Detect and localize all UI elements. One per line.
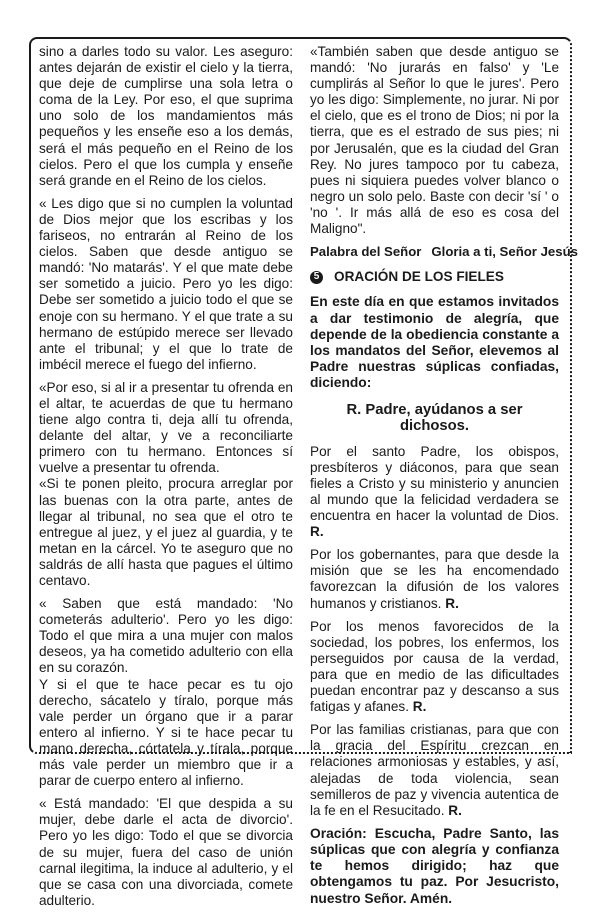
intention-item: Por las familias cristianas, para que con la gracia del Espíritu crezcan en relaciones armoniosas y estables, y así, alejadas de toda violencia, sean semilleros de paz y vivencia autentica de la fe en el Resucitado. R. — [310, 722, 559, 818]
intention-item: Por los menos favorecidos de la sociedad, los pobres, los enfermos, los perseguidos por causa de la verdad, para que en medio de las dificultades puedan encontrar paz y descanso a sus fatigas y afanes. R. — [310, 618, 559, 715]
left-column — [39, 44, 293, 916]
gospel-paragraph: «Si te ponen pleito, procura arreglar por las buenas con la otra parte, antes de llegar al tribunal, no sea que el otro te entregue al juez, y el juez al guardia, y te metan en la cárcel. Yo te aseguro que no saldrás de allí hasta que pagues el último centavo. — [39, 476, 293, 588]
gospel-paragraph: sino a darles todo su valor. Les aseguro: antes dejarán de existir el cielo y la tierra, que deje de cumplirse una sola letra o coma de la Ley. Por eso, el que suprima uno solo de los mandamientos más pequeños y les enseñe eso a los demás, será el más pequeño en el Reino de los cielos. Pero el que los cumpla y enseñe será grande en el Reino de los cielos. — [39, 44, 293, 188]
gospel-paragraph: «Por eso, si al ir a presentar tu ofrenda en el altar, te acuerdas de que tu hermano tiene algo contra ti, deja allí tu ofrenda, delante del altar, y ve a reconciliarte primero con tu hermano. Entonces sí vuelve a presentar tu ofrenda. — [39, 379, 293, 476]
prayers-intro: En este día en que estamos invitados a dar testimonio de alegría, que depende de la obediencia constante a los mandatos del Señor, elevemos al Padre nuestras súplicas confiadas, diciendo: — [310, 294, 559, 391]
gospel-paragraph: « Les digo que si no cumplen la voluntad de Dios mejor que los escribas y los fariseos, no entrarán al Reino de los cielos. Saben que desde antiguo se mandó: 'No matarás'. Y el que mate debe ser sometido a juicio. Pero yo les digo: Debe ser sometido a juicio todo el que se enoje con su hermano. Y el que trate a su hermano de estúpido merece ser llevado ante el tribunal; y el que lo trate de imbécil merece el fuego del infierno. — [39, 195, 293, 372]
response-mark: R. — [448, 802, 462, 818]
acclamation-reader: Palabra del Señor — [310, 244, 422, 260]
response-mark: R. — [310, 524, 324, 540]
gospel-paragraph: Y si el que te hace pecar es tu ojo derecho, sácatelo y tíralo, porque más vale perder un órgano que ir a parar entero al infierno. Y si te hace pecar tu mano derecha, córtatela y tírala, porque más vale perder un miembro que ir a parar de cuerpo entero al infierno. — [39, 676, 293, 789]
gospel-paragraph: « Saben que está mandado: 'No cometerás adulterio'. Pero yo les digo: Todo el que mira a una mujer con malos deseos, ya ha cometido adulterio con ella en su corazón. — [39, 596, 293, 676]
section-heading — [310, 269, 559, 285]
gospel-paragraph: «También saben que desde antiguo se mandó: 'No jurarás en falso' y 'Le cumplirás al Señor lo que le jures'. Pero yo les digo: Simplemente, no jurar. Ni por el cielo, que es el trono de Dios; ni por la tierra, que es el estrado de sus pies; ni por Jerusalén, que es la ciudad del Gran Rey. No jures tampoco por tu cabeza, pues ni siquiera puedes volver blanco o negro un solo pelo. Baste con decir 'sí ' o 'no '. Ir más allá de eso es cosa del Maligno". — [310, 44, 559, 237]
prayers-response: R. Padre, ayúdanos a ser dichosos. — [346, 401, 523, 434]
response-mark: R. — [445, 595, 459, 611]
right-column — [310, 44, 578, 914]
section-title: ORACIÓN DE LOS FIELES — [334, 269, 504, 285]
gospel-paragraph: « Está mandado: 'El que despida a su mujer, debe darle el acta de divorcio'. Pero yo les digo: Todo el que se divorcia de su mujer, fuera del caso de unión carnal ilegitima, la induce al adulterio, y el que se casa con una divorciada, comete adulterio. — [39, 796, 293, 908]
number-five-circle-icon: 5 — [310, 271, 323, 284]
response-mark: R. — [412, 699, 427, 715]
intention-item: Por el santo Padre, los obispos, presbíteros y diáconos, para que sean fieles a Cristo y su ministerio y anuncien al mundo que la felicidad verdadera se encuentra en hacer la voluntad de Dios. R. — [310, 443, 559, 540]
acclamation-response: Gloria a ti, Señor Jesús — [431, 244, 578, 260]
gospel-acclamation — [310, 244, 578, 260]
intention-item: Por los gobernantes, para que desde la misión que se les ha encomendado favorezcan la difusión de los valores humanos y cristianos. R. — [310, 547, 559, 611]
closing-prayer: Oración: Escucha, Padre Santo, las súplicas que con alegría y confianza te hemos dirigido; haz que obtengamos tu paz. Por Jesucristo, nuestro Señor. Amén. — [310, 825, 559, 906]
